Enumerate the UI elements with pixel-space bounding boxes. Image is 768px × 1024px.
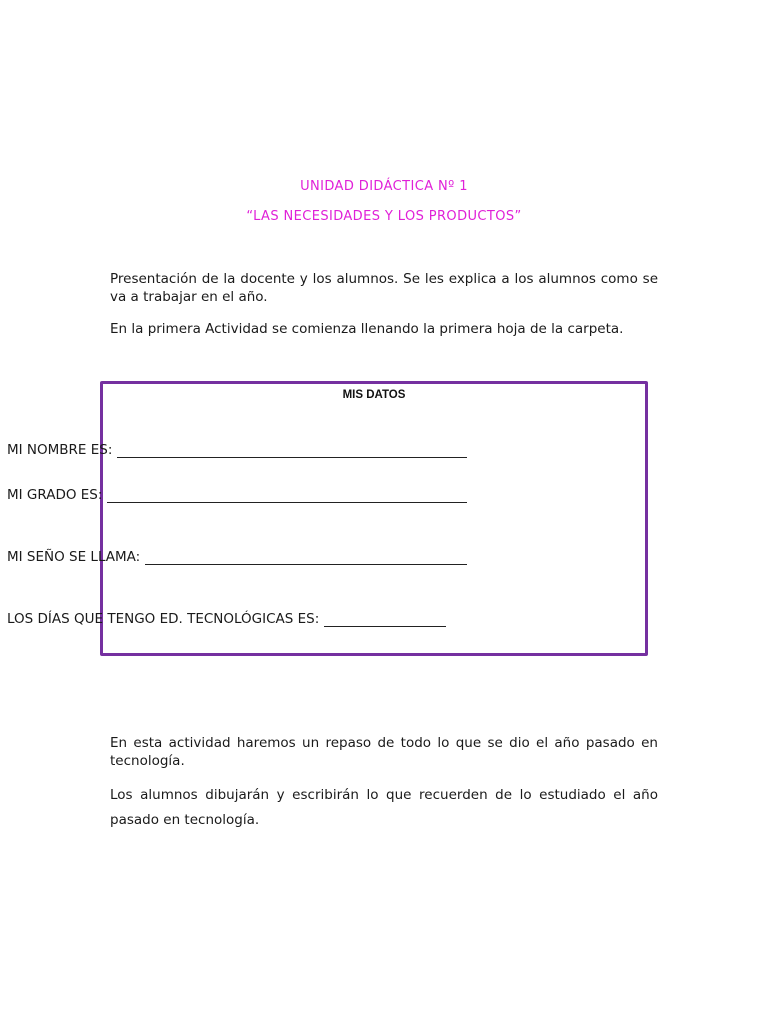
field-nombre-blank[interactable] bbox=[117, 443, 467, 458]
field-seno-blank[interactable] bbox=[145, 550, 467, 565]
activity-paragraph-1: En esta actividad haremos un repaso de todo lo que se dio el año pasado en tecnología. bbox=[110, 735, 658, 769]
field-seno-label: MI SEÑO SE LLAMA: bbox=[7, 549, 141, 565]
field-grado-blank[interactable] bbox=[107, 488, 467, 503]
intro-paragraph: Presentación de la docente y los alumnos. Se les explica a los alumnos como se va a trabajar en el año. bbox=[110, 271, 658, 305]
unit-subtitle: “LAS NECESIDADES Y LOS PRODUCTOS” bbox=[246, 209, 522, 224]
unit-title: UNIDAD DIDÁCTICA Nº 1 bbox=[300, 179, 468, 194]
first-activity-paragraph: En la primera Actividad se comienza llenando la primera hoja de la carpeta. bbox=[110, 321, 624, 337]
mis-datos-title: MIS DATOS bbox=[342, 389, 406, 401]
activity-paragraph-2: Los alumnos dibujarán y escribirán lo que recuerden de lo estudiado el año pasado en tecnología. bbox=[110, 787, 658, 828]
field-grado-label: MI GRADO ES: bbox=[7, 487, 103, 503]
field-nombre bbox=[7, 442, 467, 458]
field-seno bbox=[7, 549, 467, 565]
field-dias-label: LOS DÍAS QUE TENGO ED. TECNOLÓGICAS ES: bbox=[7, 611, 320, 627]
field-dias bbox=[7, 611, 446, 627]
field-dias-blank[interactable] bbox=[324, 612, 446, 627]
field-grado bbox=[7, 487, 467, 503]
field-nombre-label: MI NOMBRE ES: bbox=[7, 442, 113, 458]
